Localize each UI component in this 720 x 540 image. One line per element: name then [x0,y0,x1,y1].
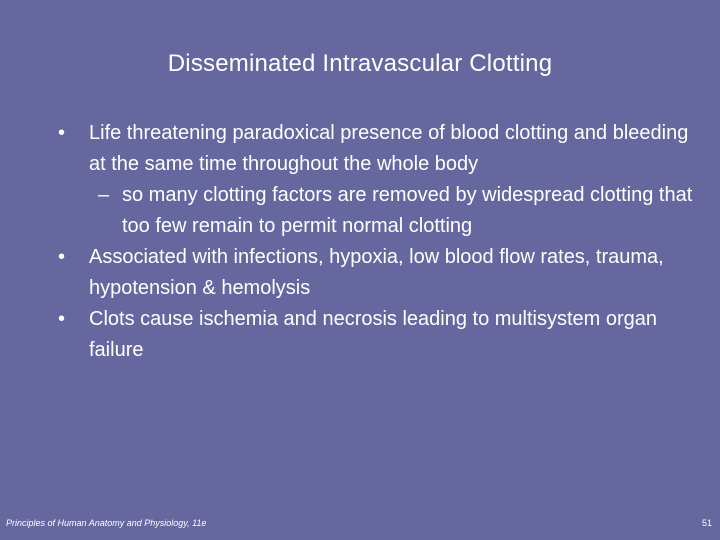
bullet-item [58,242,708,304]
sub-bullet-text: so many clotting factors are removed by widespread clotting that too few remain to permit normal clotting [122,184,693,237]
bullet-text: Clots cause ischemia and necrosis leading to multisystem organ failure [89,308,658,361]
sub-bullet-marker: – [98,184,110,206]
sub-bullet-item [58,180,708,242]
bullet-item [58,304,708,366]
bullet-text: Life threatening paradoxical presence of blood clotting and bleeding at the same time throughout the whole body [89,122,689,175]
slide-title: Disseminated Intravascular Clotting [167,50,553,77]
footer-page-number: 51 [701,518,712,528]
bullet-marker: • [58,308,66,330]
bullet-marker: • [58,122,66,144]
bullet-item [58,118,708,180]
bullet-text: Associated with infections, hypoxia, low blood flow rates, trauma, hypotension & hemolysis [89,246,664,299]
bullet-list [58,118,708,366]
bullet-marker: • [58,246,66,268]
footer-book-title: Principles of Human Anatomy and Physiology, 11e [6,518,207,528]
